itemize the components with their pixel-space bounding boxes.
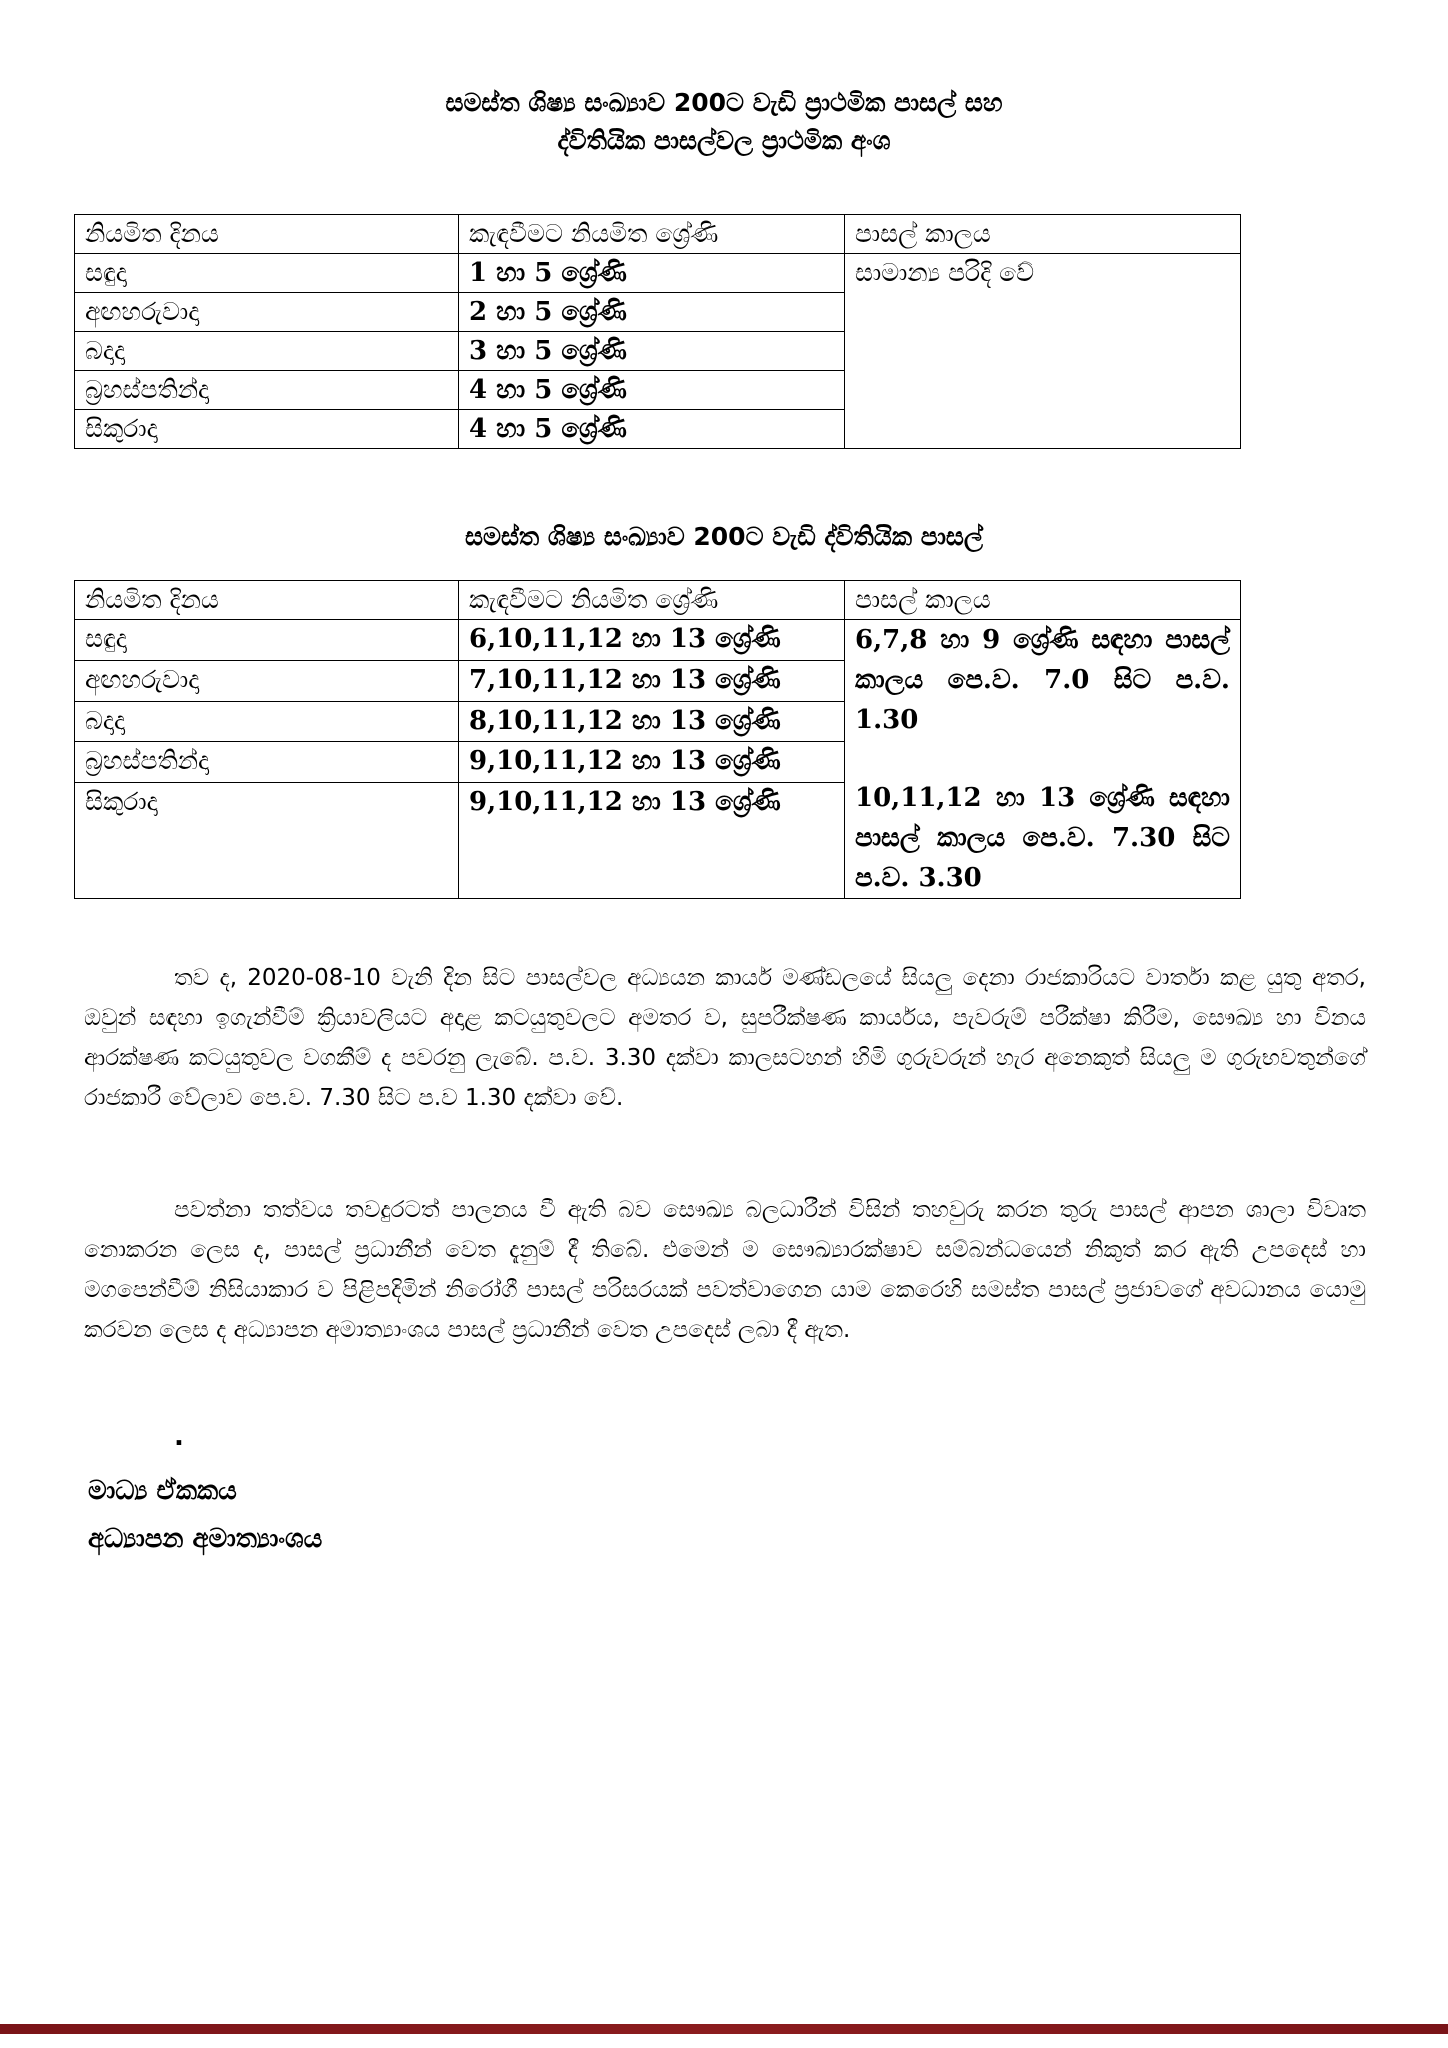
day-cell: බ්‍රහස්පතින්දා — [75, 742, 459, 783]
day-cell: සිකුරාදා — [75, 783, 459, 899]
school-time-spacer — [855, 740, 1230, 778]
grades-cell: 1 හා 5 ශ්‍රේණි — [459, 254, 845, 293]
body-paragraph-1: තව ද, 2020-08-10 වැනි දින සිට පාසල්වල අධ්‍යයන කාර්ය මණ්ඩලයේ සියලු දෙනා රාජකාරියට වාර්තා කළ යුතු අතර, ඔවුන් සඳහා ඉගැන්වීම් ක්‍රියාවලියට අදාළ කටයුතුවලට අමතර ව, සුපරීක්ෂණ කාර්යය, පැවරුම් පරීක්ෂා කිරීම, සෞඛ්‍ය හා විනය ආරක්ෂණ කටයුතුවල වගකීම් ද පවරනු ලැබේ. ප.ව. 3.30 දක්වා කාලසටහන් හිමි ගුරුවරුන් හැර අනෙකුත් සියලු ම ගුරුභවතුන්ගේ රාජකාරී වේලාව පෙ.ව. 7.30 සිට ප.ව 1.30 දක්වා වේ. — [84, 965, 1366, 1111]
school-time-junior: 6,7,8 හා 9 ශ්‍රේණි සඳහා පාසල් කාලය පෙ.ව. 7.0 සිට ප.ව. 1.30 — [855, 625, 1230, 735]
grades-cell: 6,10,11,12 හා 13 ශ්‍රේණි — [459, 620, 845, 661]
grades-cell: 7,10,11,12 හා 13 ශ්‍රේණි — [459, 660, 845, 701]
grades-cell: 4 හා 5 ශ්‍රේණි — [459, 410, 845, 449]
day-cell: බදාදා — [75, 701, 459, 742]
table-header-row — [75, 215, 1241, 254]
day-cell: සඳුදා — [75, 620, 459, 661]
school-time-cell — [845, 620, 1241, 899]
day-cell: අඟහරුවාදා — [75, 660, 459, 701]
separator-dot: . — [174, 1422, 184, 1452]
grades-cell: 3 හා 5 ශ්‍රේණි — [459, 332, 845, 371]
table-header-row — [75, 581, 1241, 620]
column-header-school-time: පාසල් කාලය — [845, 581, 1241, 620]
day-cell: බදාදා — [75, 332, 459, 371]
day-cell: අඟහරුවාදා — [75, 293, 459, 332]
grades-cell: 9,10,11,12 හා 13 ශ්‍රේණි — [459, 742, 845, 783]
school-time-cell: සාමාන්‍ය පරිදි වේ — [845, 254, 1241, 449]
signature-ministry: අධ්‍යාපන අමාත්‍යාංශය — [88, 1524, 323, 1554]
grades-cell: 2 හා 5 ශ්‍රේණි — [459, 293, 845, 332]
column-header-school-time: පාසල් කාලය — [845, 215, 1241, 254]
body-paragraph-2: පවත්නා තත්වය තවදුරටත් පාලනය වී ඇති බව සෞඛ්‍ය බලධාරීන් විසින් තහවුරු කරන තුරු පාසල් ආපන ශාලා විවෘත නොකරන ලෙස ද, පාසල් ප්‍රධානීන් වෙත දැනුම් දී තිබේ. එමෙන් ම සෞඛ්‍යාරක්ෂාව සම්බන්ධයෙන් නිකුත් කර ඇති උපදෙස් හා මගපෙන්වීම් නිසියාකාර ව පිළිපදිමින් නිරෝගී පාසල් පරිසරයක් පවත්වාගෙන යාම කෙරෙහි සමස්ත පාසල් ප්‍රජාවගේ අවධානය යොමු කරවන ලෙස ද අධ්‍යාපන අමාත්‍යාංශය පාසල් ප්‍රධානීන් වෙත උපදෙස් ලබා දී ඇත. — [84, 1197, 1366, 1343]
column-header-day: නියමිත දිනය — [75, 581, 459, 620]
section1-title-line2: ද්විතියික පාසල්වල ප්‍රාථමික අංශ — [557, 126, 891, 155]
signature-unit: මාධ්‍ය ඒකකය — [88, 1476, 237, 1506]
secondary-schedule-table — [74, 580, 1241, 899]
section1-title — [0, 84, 1448, 160]
grades-cell: 4 හා 5 ශ්‍රේණි — [459, 371, 845, 410]
day-cell: සිකුරාදා — [75, 410, 459, 449]
day-cell: බ්‍රහස්පතින්දා — [75, 371, 459, 410]
column-header-grades: කැඳවීමට නියමිත ශ්‍රේණි — [459, 215, 845, 254]
school-time-senior: 10,11,12 හා 13 ශ්‍රේණි සඳහා පාසල් කාලය පෙ.ව. 7.30 සිට ප.ව. 3.30 — [855, 783, 1230, 893]
table-row — [75, 254, 1241, 293]
section2-title: සමස්ත ශිෂ්‍ය සංඛ්‍යාව 200ට වැඩි ද්විතියික පාසල් — [465, 522, 983, 551]
day-cell: සඳුදා — [75, 254, 459, 293]
grades-cell: 9,10,11,12 හා 13 ශ්‍රේණි — [459, 783, 845, 899]
table-row — [75, 620, 1241, 661]
column-header-day: නියමිත දිනය — [75, 215, 459, 254]
footer-bar — [0, 2024, 1448, 2034]
section1-title-line1: සමස්ත ශිෂ්‍ය සංඛ්‍යාව 200ට වැඩි ප්‍රාථමික පාසල් සහ — [445, 88, 1003, 117]
primary-schedule-table — [74, 214, 1241, 449]
grades-cell: 8,10,11,12 හා 13 ශ්‍රේණි — [459, 701, 845, 742]
column-header-grades: කැඳවීමට නියමිත ශ්‍රේණි — [459, 581, 845, 620]
